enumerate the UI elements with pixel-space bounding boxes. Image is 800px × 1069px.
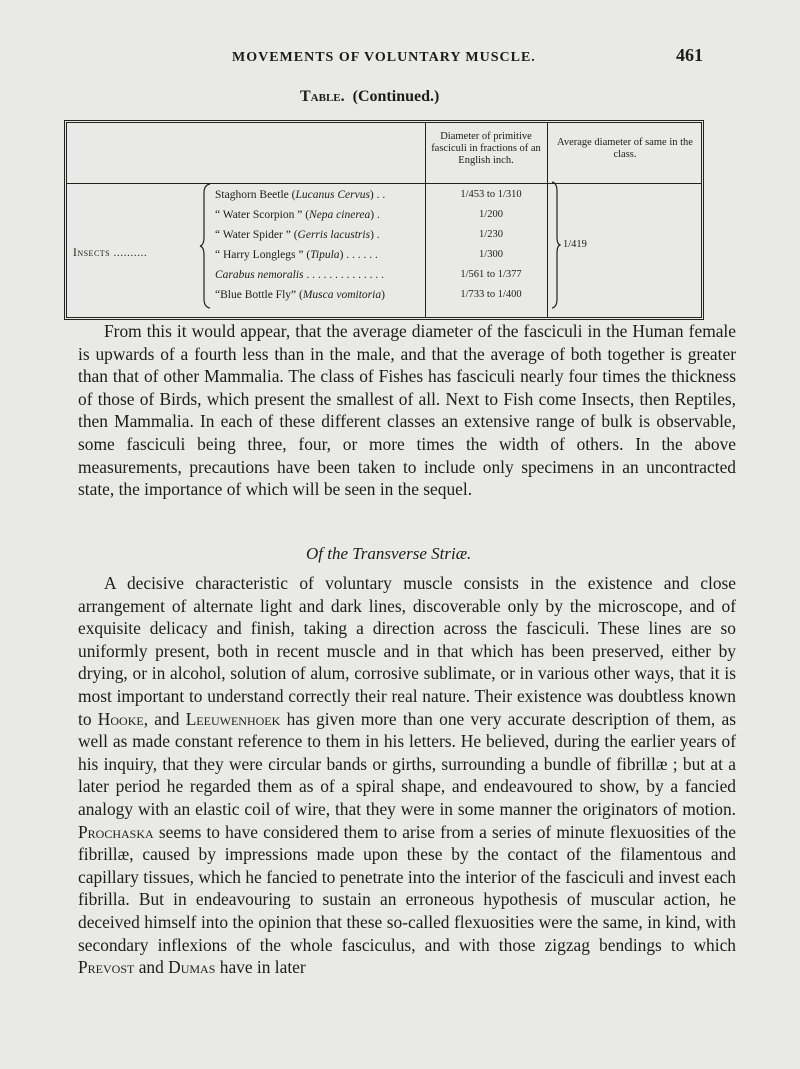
species-name [215,229,380,241]
species-name [215,189,385,201]
diameter-value: 1/200 [479,209,503,220]
table-divider [547,123,548,317]
group-name: Insects [73,247,111,259]
species-common: “Blue Bottle Fly” ( [215,289,303,301]
species-name [215,209,380,221]
species-common: Staghorn Beetle ( [215,189,296,201]
section-heading: Of the Transverse Striæ. [306,544,472,563]
paragraph-2-text: A decisive characteristic of voluntary muscle consists in the existence and close arrangement of alternate light and dark lines, discoverable only by the microscope, and of exquisite delicacy and finish, taking a direction across the fasciculi. These lines are so uniformly present, both in recent muscle and in that which has been preserved, either by drying, or in alcohol, solution of alum, corrosive sublimate, or in various other ways, that it is most important to understand correctly their real nature. Their existence was doubtless known to [78,573,736,729]
paragraph-2-text: , and [143,708,186,729]
table-divider [425,123,426,317]
paragraph-2-text: have in later [215,957,306,978]
data-table [64,120,704,320]
header-average: Average diameter of same in the class. [557,137,693,160]
species-tail: ) . [370,209,380,221]
page-number: 461 [676,45,703,65]
table-caption-label: Table. [300,88,345,105]
diameter-value: 1/300 [479,249,503,260]
diameter-value: 1/230 [479,229,503,240]
paragraph-1: From this it would appear, that the average diameter of the fasciculi in the Human female is upwards of a fourth less than in the male, and that the average of both together is greater than that of other Mammalia. The class of Fishes has fasciculi nearly four times the thickness of those of Birds, which present the smallest of all. Next to Fish come Insects, then Reptiles, then Mammalia. In each of these different classes an extensive range of bulk is observable, some fasciculi being three, four, or more times the width of others. In the above measurements, precautions have been taken to include only specimens in an uncontracted state, the importance of which will be seen in the sequel. [78,321,736,500]
species-name [215,289,385,301]
species-latin: Carabus nemoralis [215,269,304,281]
species-common: “ Water Spider ” ( [215,229,298,241]
table-header-rule [67,183,701,184]
group-leader: .......... [113,247,148,259]
species-tail: ) . . . . . . [339,249,378,261]
average-fraction: 1/419 [563,239,587,250]
species-latin: Tipula [310,249,340,261]
group-label [73,247,147,259]
table-caption-rest: (Continued.) [352,88,440,105]
species-name [215,249,378,261]
species-common: “ Water Scorpion ” ( [215,209,310,221]
paragraph-2-text: has given more than one very accurate description of them, as well as made constant reference to them in his letters. He believed, during the earlier years of his inquiry, that they were circular bands or girths, surrounding a bundle of fibrillæ ; but at a later period he regarded them as of a spiral shape, and endeavoured to show, by a fancied analogy with an elastic coil of wire, that they were in some manner the originators of motion. [78,708,737,819]
left-brace-icon [199,183,211,309]
paragraph-2 [78,572,736,979]
species-tail: ) . . [369,189,386,201]
paragraph-2-text: seems to have considered them to arise from a series of minute flexuosities of the fibrillæ, caused by impressions made upon these by the contact of the filamentous and capillary tissues, which he fancied to penetrate into the interior of the fasciculi and invest each fibrilla. But in endeavouring to sustain an erroneous hypothesis of muscular action, he deceived himself into the opinion that these so-called flexuosities were the same, in kind, with secondary inflexions of the whole fasciculus, and with those zigzag bendings to which [78,821,736,955]
species-latin: Lucanus Cervus [295,189,370,201]
right-brace-icon [551,181,561,309]
author-prevost: Prevost [78,957,135,978]
diameter-value: 1/453 to 1/310 [460,189,522,200]
paragraph-2-text: and [134,957,169,978]
diameter-value: 1/561 to 1/377 [460,269,522,280]
species-latin: Nepa cinerea [309,209,371,221]
author-dumas: Dumas [168,957,216,978]
running-head: MOVEMENTS OF VOLUNTARY MUSCLE. [232,50,536,65]
author-leeuwenhoek: Leeuwenhoek [185,708,281,729]
species-name [215,269,384,281]
author-prochaska: Prochaska [78,821,154,842]
header-diameter: Diameter of primitive fasciculi in fractions of an English inch. [431,131,541,166]
diameter-value: 1/733 to 1/400 [460,289,522,300]
species-latin: Gerris lacustris [297,229,371,241]
table-caption [300,88,439,106]
author-hooke: Hooke [97,708,144,729]
species-common: “ Harry Longlegs ” ( [215,249,311,261]
species-tail: ) [381,289,385,301]
species-latin: Musca vomitoria [302,289,382,301]
species-tail: ) . [370,229,380,241]
average-value [563,239,587,250]
species-tail: . . . . . . . . . . . . . . [303,269,384,281]
